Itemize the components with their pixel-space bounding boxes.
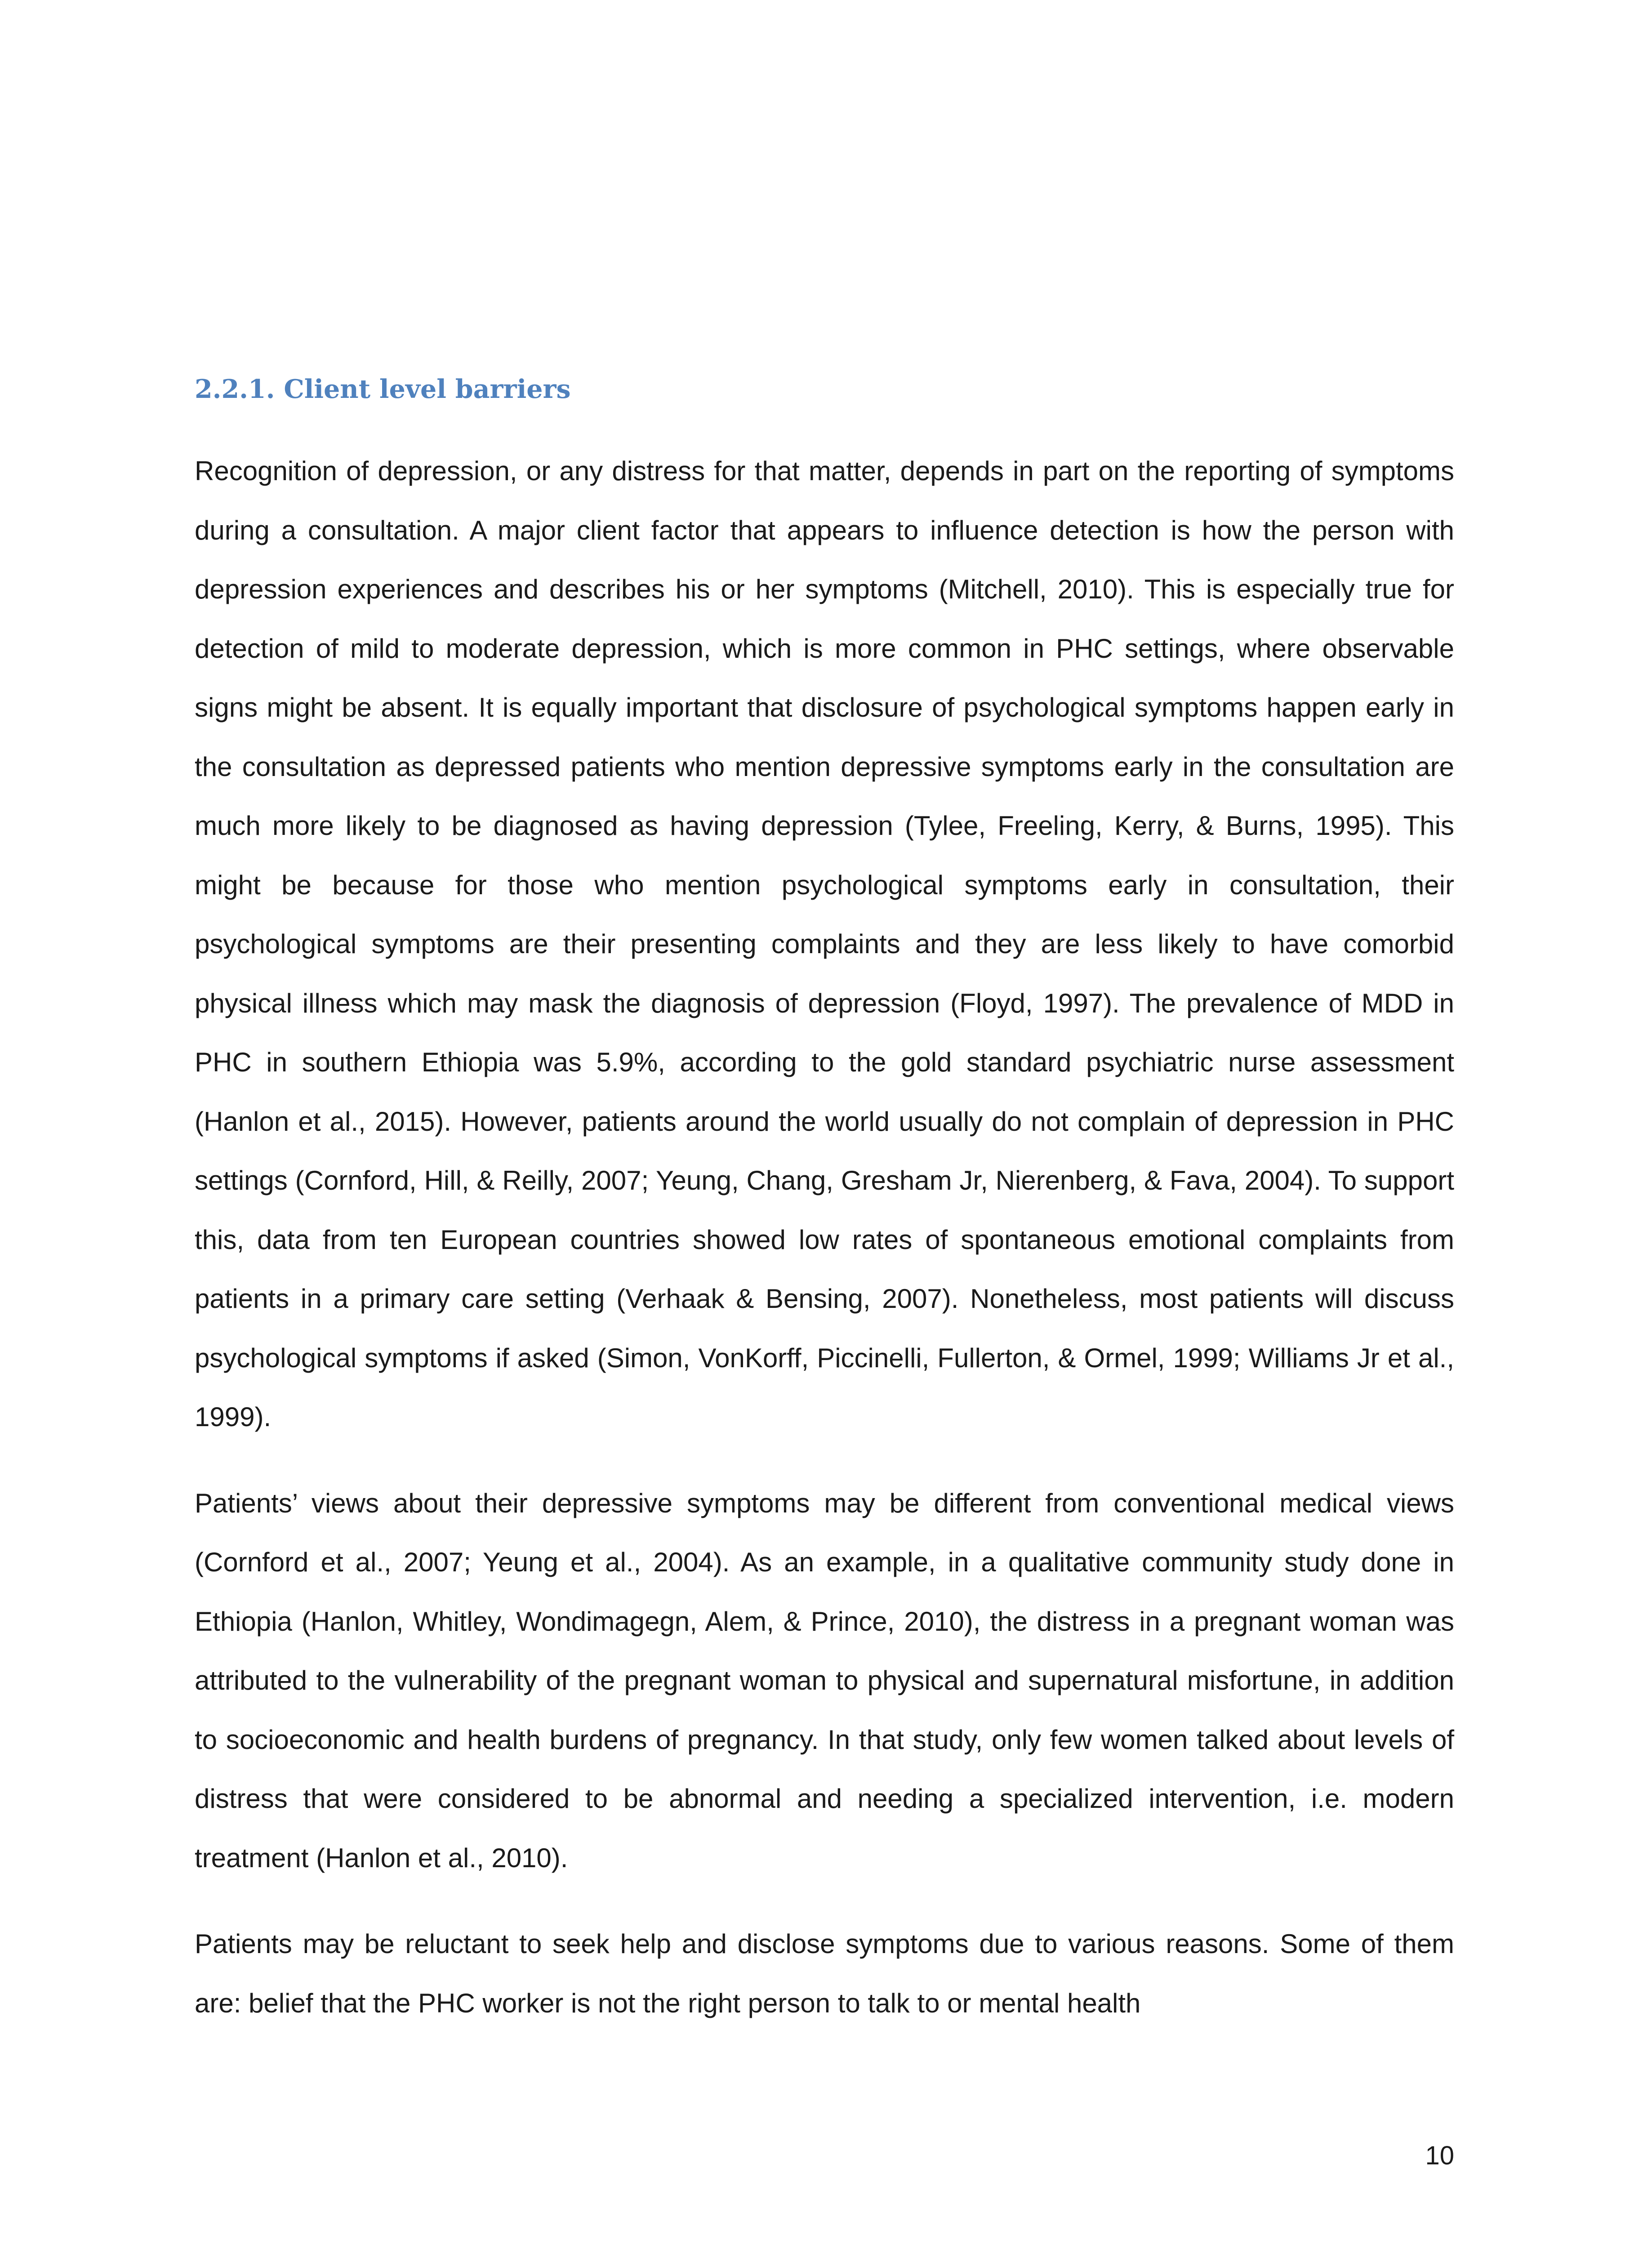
paragraph-patient-views: Patients’ views about their depressive symptoms may be different from conventional medical views (Cornford et al., 2007; Yeung et al., 2004). As an example, in a qualitative community study done in Ethiopia (Hanlon, Whitley, Wondimagegn, Alem, & Prince, 2010), the distress in a pregnant woman was attributed to the vulnerability of the pregnant woman to physical and supernatural misfortune, in addition to socioeconomic and health burdens of pregnancy. In that study, only few women talked about levels of distress that were considered to be abnormal and needing a specialized intervention, i.e. modern treatment (Hanlon et al., 2010). xyxy=(195,1488,1454,1873)
section-heading: 2.2.1. Client level barriers xyxy=(195,374,571,404)
page-body xyxy=(195,369,1454,2060)
paragraph-reluctance: Patients may be reluctant to seek help and disclose symptoms due to various reasons. Some of them are: belief that the PHC worker is not the right person to talk to or mental health xyxy=(195,1929,1454,2018)
paragraph-recognition: Recognition of depression, or any distress for that matter, depends in part on the reporting of symptoms during a consultation. A major client factor that appears to influence detection is how the person with depression experiences and describes his or her symptoms (Mitchell, 2010). This is especially true for detection of mild to moderate depression, which is more common in PHC settings, where observable signs might be absent. It is equally important that disclosure of psychological symptoms happen early in the consultation as depressed patients who mention depressive symptoms early in the consultation are much more likely to be diagnosed as having depression (Tylee, Freeling, Kerry, & Burns, 1995). This might be because for those who mention psychological symptoms early in consultation, their psychological symptoms are their presenting complaints and they are less likely to have comorbid physical illness which may mask the diagnosis of depression (Floyd, 1997). The prevalence of MDD in PHC in southern Ethiopia was 5.9%, according to the gold standard psychiatric nurse assessment (Hanlon et al., 2015). However, patients around the world usually do not complain of depression in PHC settings (Cornford, Hill, & Reilly, 2007; Yeung, Chang, Gresham Jr, Nierenberg, & Fava, 2004). To support this, data from ten European countries showed low rates of spontaneous emotional complaints from patients in a primary care setting (Verhaak & Bensing, 2007). Nonetheless, most patients will discuss psychological symptoms if asked (Simon, VonKorff, Piccinelli, Fullerton, & Ormel, 1999; Williams Jr et al., 1999). xyxy=(195,456,1454,1432)
page-number: 10 xyxy=(1425,2141,1454,2170)
